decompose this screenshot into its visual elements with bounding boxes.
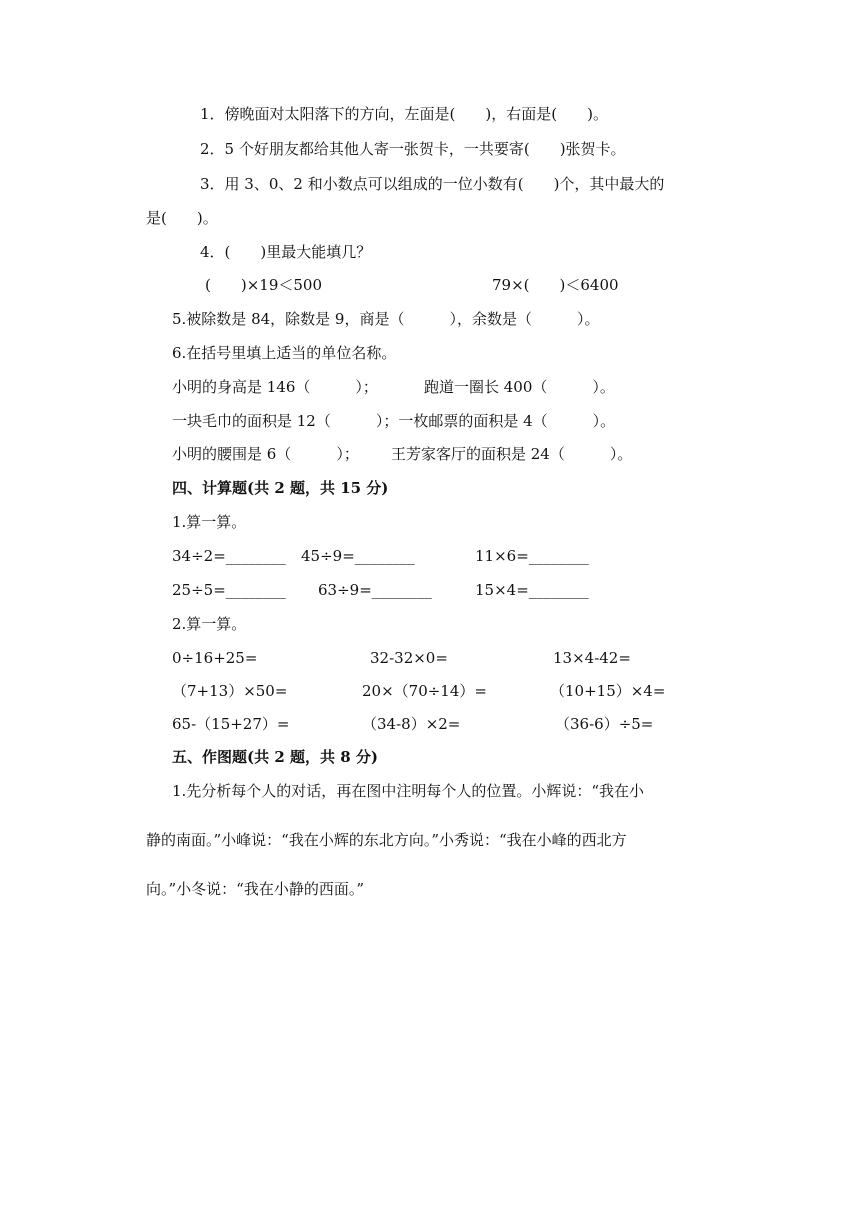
calc-section-heading: 四、计算题(共 2 题，共 15 分) <box>172 479 389 497</box>
question-6: 6.在括号里填上适当的单位名称。 <box>172 344 397 362</box>
draw-section-heading: 五、作图题(共 2 题，共 8 分) <box>172 748 378 766</box>
question-3-line-1: 3．用 3、0、2 和小数点可以组成的一位小数有( )个，其中最大的 <box>200 175 665 193</box>
question-4-part-a: ( )×19＜500 <box>205 276 322 294</box>
question-3-line-2: 是( )。 <box>146 209 218 227</box>
calc-item: 45÷9=________ <box>301 547 415 565</box>
question-2: 2．5 个好朋友都给其他人寄一张贺卡，一共要寄( )张贺卡。 <box>200 140 626 158</box>
calc-item: 15×4=________ <box>475 581 589 599</box>
draw-question-line-2: 静的南面。”小峰说：“我在小辉的东北方向。”小秀说：“我在小峰的西北方 <box>146 831 627 849</box>
calc-item: 32-32×0= <box>370 649 448 667</box>
question-4: 4．( )里最大能填几？ <box>200 243 372 261</box>
calc-part-1-title: 1.算一算。 <box>172 513 247 531</box>
question-6-part-a2: 跑道一圈长 400（ ）。 <box>424 378 615 396</box>
calc-item: （36-6）÷5= <box>555 715 654 733</box>
calc-item: （34-8）×2= <box>362 715 461 733</box>
calc-part-2-title: 2.算一算。 <box>172 615 247 633</box>
calc-item: 34÷2=________ <box>172 547 286 565</box>
draw-question-line-3: 向。”小冬说：“我在小静的西面。” <box>146 880 365 898</box>
calc-item: 63÷9=________ <box>318 581 432 599</box>
calc-item: 65-（15+27）= <box>172 715 290 733</box>
question-6-part-c1: 小明的腰围是 6（ ）； <box>172 445 359 463</box>
calc-item: 0÷16+25= <box>172 649 258 667</box>
question-6-part-b: 一块毛巾的面积是 12（ ）；一枚邮票的面积是 4（ ）。 <box>172 412 616 430</box>
calc-item: （7+13）×50= <box>172 682 288 700</box>
question-1: 1．傍晚面对太阳落下的方向，左面是( )，右面是( )。 <box>200 105 608 123</box>
question-6-part-a1: 小明的身高是 146（ ）； <box>172 378 378 396</box>
calc-item: 13×4-42= <box>553 649 631 667</box>
calc-item: 20×（70÷14）= <box>362 682 487 700</box>
calc-item: （10+15）×4= <box>550 682 666 700</box>
question-4-part-b: 79×( )＜6400 <box>492 276 619 294</box>
draw-question-line-1: 1.先分析每个人的对话，再在图中注明每个人的位置。小辉说：“我在小 <box>172 782 644 800</box>
question-6-part-c2: 王芳家客厅的面积是 24（ ）。 <box>391 445 633 463</box>
calc-item: 25÷5=________ <box>172 581 286 599</box>
question-5: 5.被除数是 84，除数是 9，商是（ ），余数是（ ）。 <box>172 310 600 328</box>
calc-item: 11×6=________ <box>475 547 589 565</box>
